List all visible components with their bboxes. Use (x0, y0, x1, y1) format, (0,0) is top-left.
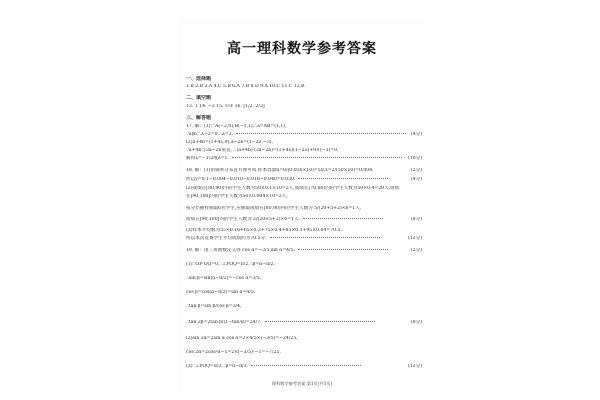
score-label: (12分) (407, 364, 422, 369)
answer-sheet-page (178, 20, 426, 392)
score-label: (2分) (410, 168, 422, 173)
q17-line-1: 17. 解：(1)∵A(−2,0),B(−1,1),∴a=AB=(1,1), (186, 124, 287, 129)
score-label: (8分) (410, 320, 422, 325)
score-label: (12分) (407, 236, 422, 241)
score-label: (10分) (407, 156, 422, 161)
q18-line-4: 在[90,100]内的学生人数为50×0.004×10=2人, (186, 194, 288, 199)
q18-line-1: 18. 解：(1)由频率分布直方图可知,样本容量n=8/(0.016×10)=50,x=2/(50×10)=0.004. (2分) (186, 168, 422, 173)
q19-line-2: (1)∵OP·OQ=0,∴∠POQ=π/2,∴β=α−π/2. (186, 262, 276, 267)
q19-line-7: (2)sin 2α=2sin α cos α=2×4/5×(−3/5)=−24/25, (186, 336, 298, 341)
q19-line-6: ∴tan 2β=2tan β/(1−tan²β)=24/7. (8分) (186, 320, 422, 325)
q18-line-8: 所以本次竞赛学生平均成绩约为70.5分. (12分) (186, 236, 422, 241)
q17-line-3: (2)a+4b=(1+4λ,9),a−2b=(1−2λ,−3), (186, 140, 274, 145)
score-label: (4分) (410, 177, 422, 182)
q19-line-8: cos 2α=2cos²α−1=2×(−3/5)²−1=−7/25, (186, 350, 281, 355)
q18-line-5: 按分层抽样抽取6名学生,应抽取成绩在[80,90)内的学生人数为 5/(20+5+2)×6=1人, (186, 206, 362, 211)
page-footer: 理科数学参考答案 第1页(共3页) (271, 381, 333, 386)
section-solution-heading: 三、解答题 (186, 115, 212, 121)
q17-line-4: ∵a+4b与3a−2b垂直,∴(a+4b)·(3a−2b)=(1+4λ)(1−2λ)+9×(−3)=0, (186, 148, 339, 153)
q18-line-2: 所以y=0.1−0.004−0.010−0.016−0.040=0.030. (4分) (186, 177, 422, 182)
score-label: (2分) (410, 248, 422, 253)
q19-line-1: 19. 解：由三角函数定义得 cos α=−3/5,sin α=4/5. (2分) (186, 248, 422, 253)
q17-line-2: ∵a∥b,∴λ−2=0,∴λ=2. (4分) (186, 132, 422, 137)
q19-line-4: cos β=cos(α−π/2)=sin α=4/5, (186, 290, 256, 295)
q19-line-9: (3)∵∠POQ=π/3,∴β=α−π/3. (12分) (186, 364, 422, 369)
q18-line-3: (2)成绩在[80,90)内的学生人数为50×0.1×10=5人,成绩在[70,80)内的学生人数为50×0.4=20人,成绩 (186, 186, 400, 191)
page-title: 高一理科数学参考答案 (227, 41, 377, 57)
q19-line-3: ∴sin β=sin(α−π/2)=−cos α=3/5, (186, 276, 262, 281)
section-fill-heading: 二、填空题 (186, 95, 212, 101)
q17-line-5: 解得λ=−1/2或λ=1. (10分) (186, 156, 422, 161)
q19-line-5: ∴tan β=sin β/cos β=3/4, (186, 304, 242, 309)
score-label: (4分) (410, 132, 422, 137)
fill-answers: 13. 1 14. −3 15. ①③ 16. [1/2, 2/3] (186, 104, 265, 109)
section-choice-heading: 一、选择题 (186, 76, 212, 82)
q18-line-7: (3)样本平均数为55×0.16+65×0.3+75×0.4+85×0.1+95×0.04=70.5. (186, 228, 342, 233)
q18-line-6: 成绩在[90,100]内的学生人数为 2/(20+5+2)×6=1人. (8分) (186, 217, 422, 222)
choice-answers: 1.B 2.B 3.A 4.C 5.B 6.A 7.B 8.D 9.A 10.C 11.C 12.B (186, 84, 305, 89)
score-label: (8分) (410, 217, 422, 222)
